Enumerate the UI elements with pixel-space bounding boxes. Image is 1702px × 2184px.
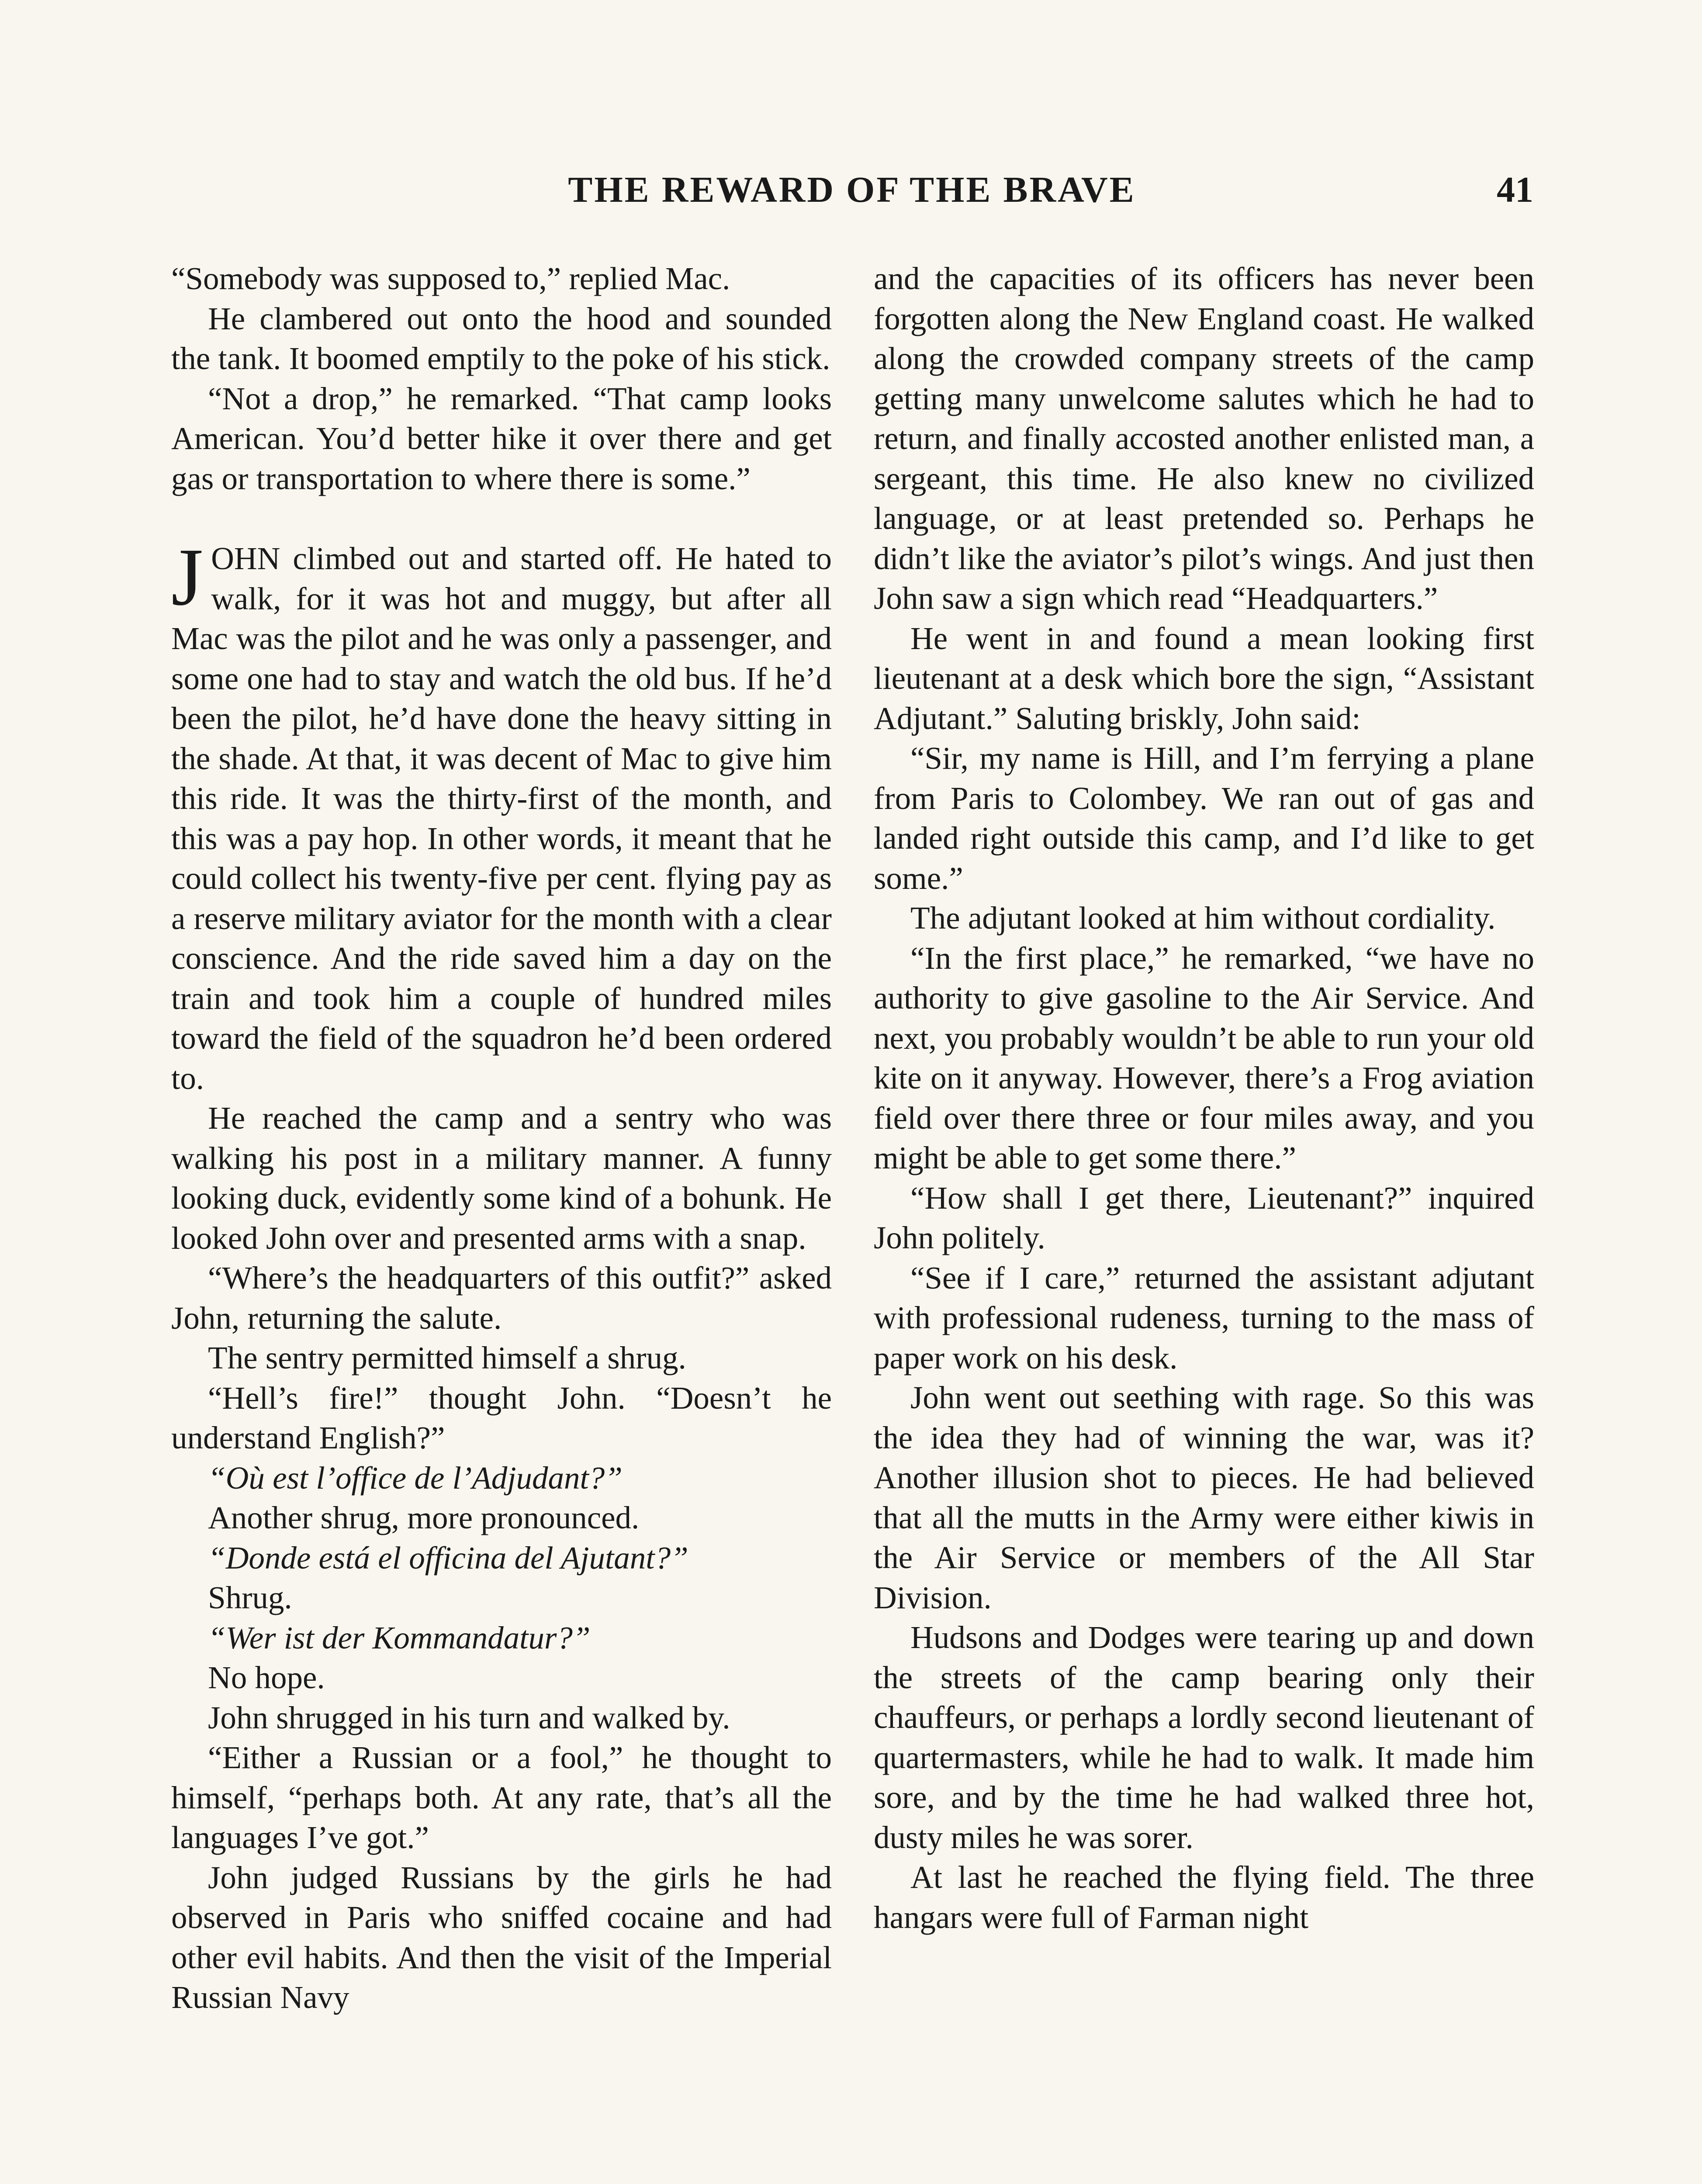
paragraph-italic: “Wer ist der Kommandatur?” <box>208 1620 591 1655</box>
paragraph: At last he reached the flying field. The three hangars were full of Farman night <box>874 1859 1534 1935</box>
paragraph: Another shrug, more pronounced. <box>208 1500 640 1535</box>
drop-cap-paragraph <box>171 531 832 1098</box>
paragraph: He reached the camp and a sentry who was walking his post in a military manner. A funny looking duck, evidently some kind of a bohunk. He looked John over and presented arms with a snap. <box>171 1100 832 1256</box>
paragraph: John went out seething with rage. So this was the idea they had of winning the war, was it? Another illusion shot to pieces. He had believed that all the mutts in the Army were either kiwis in the Air Service or members of the All Star Division. <box>874 1380 1534 1615</box>
paragraph: He clambered out onto the hood and sounded the tank. It boomed emptily to the poke of his stick. <box>171 301 832 376</box>
paragraph: He went in and found a mean looking first lieutenant at a desk which bore the sign, “Assistant Adjutant.” Saluting briskly, John said: <box>874 620 1534 736</box>
paragraph: and the capacities of its officers has never been forgotten along the New England coast. He walked along the crowded company streets of the camp getting many unwelcome salutes which he had to return, and finally accosted another enlisted man, a sergeant, this time. He also knew no civilized language, or at least pretended so. Perhaps he didn’t like the aviator’s pilot’s wings. And just then John saw a sign which read “Headquarters.” <box>874 261 1534 616</box>
paragraph: John shrugged in his turn and walked by. <box>208 1700 730 1735</box>
drop-cap: J <box>171 531 204 622</box>
paragraph: No hope. <box>208 1660 325 1695</box>
paragraph: “See if I care,” returned the assistant adjutant with professional rudeness, turning to the mass of paper work on his desk. <box>874 1260 1534 1375</box>
paragraph-text: OHN climbed out and started off. He hated to walk, for it was hot and muggy, but after all Mac was the pilot and he was only a passenger, and some one had to stay and watch the old bus. If he’d been the pilot, he’d have done the heavy sitting in the shade. At that, it was decent of Mac to give him this ride. It was the thirty-first of the month, and this was a pay hop. In other words, it meant that he could collect his twenty-five per cent. flying pay as a reserve military aviator for the month with a clear conscience. And the ride saved him a day on the train and took him a couple of hundred miles toward the field of the squadron he’d been ordered to. <box>171 541 832 1096</box>
right-column <box>874 259 1534 1937</box>
running-title: THE REWARD OF THE BRAVE <box>568 169 1136 210</box>
page-number: 41 <box>1497 169 1533 210</box>
paragraph: “Where’s the headquarters of this outfit?” asked John, returning the salute. <box>171 1260 832 1336</box>
paragraph-italic: “Où est l’office de l’Adjudant?” <box>208 1460 623 1496</box>
paragraph: “Either a Russian or a fool,” he thought to himself, “perhaps both. At any rate, that’s all the languages I’ve got.” <box>171 1740 832 1855</box>
paragraph: Hudsons and Dodges were tearing up and down the streets of the camp bearing only their chauffeurs, or perhaps a lordly second lieutenant of quartermasters, while he had to walk. It made him sore, and by the time he had walked three hot, dusty miles he was sorer. <box>874 1620 1534 1855</box>
paragraph: The adjutant looked at him without cordiality. <box>910 900 1496 936</box>
paragraph: “Somebody was supposed to,” replied Mac. <box>171 261 730 296</box>
paragraph: “Sir, my name is Hill, and I’m ferrying a plane from Paris to Colombey. We ran out of gas and landed right outside this camp, and I’d like to get some.” <box>874 740 1534 896</box>
paragraph: “How shall I get there, Lieutenant?” inquired John politely. <box>874 1180 1534 1255</box>
page-header <box>170 169 1533 217</box>
paragraph: “Not a drop,” he remarked. “That camp looks American. You’d better hike it over there and get gas or transportation to where there is some.” <box>171 380 832 496</box>
paragraph: The sentry permitted himself a shrug. <box>208 1340 686 1375</box>
paragraph-italic: “Donde está el officina del Ajutant?” <box>208 1540 688 1576</box>
paragraph: “Hell’s fire!” thought John. “Doesn’t he understand English?” <box>171 1380 832 1455</box>
paragraph: John judged Russians by the girls he had observed in Paris who sniffed cocaine and had other evil habits. And then the visit of the Imperial Russian Navy <box>171 1859 832 2015</box>
paragraph: Shrug. <box>208 1580 292 1615</box>
paragraph: “In the first place,” he remarked, “we have no authority to give gasoline to the Air Service. And next, you probably wouldn’t be able to run your old kite on it anyway. However, there’s a Frog aviation field over there three or four miles away, and you might be able to get some there.” <box>874 940 1534 1175</box>
left-column <box>171 259 832 2018</box>
